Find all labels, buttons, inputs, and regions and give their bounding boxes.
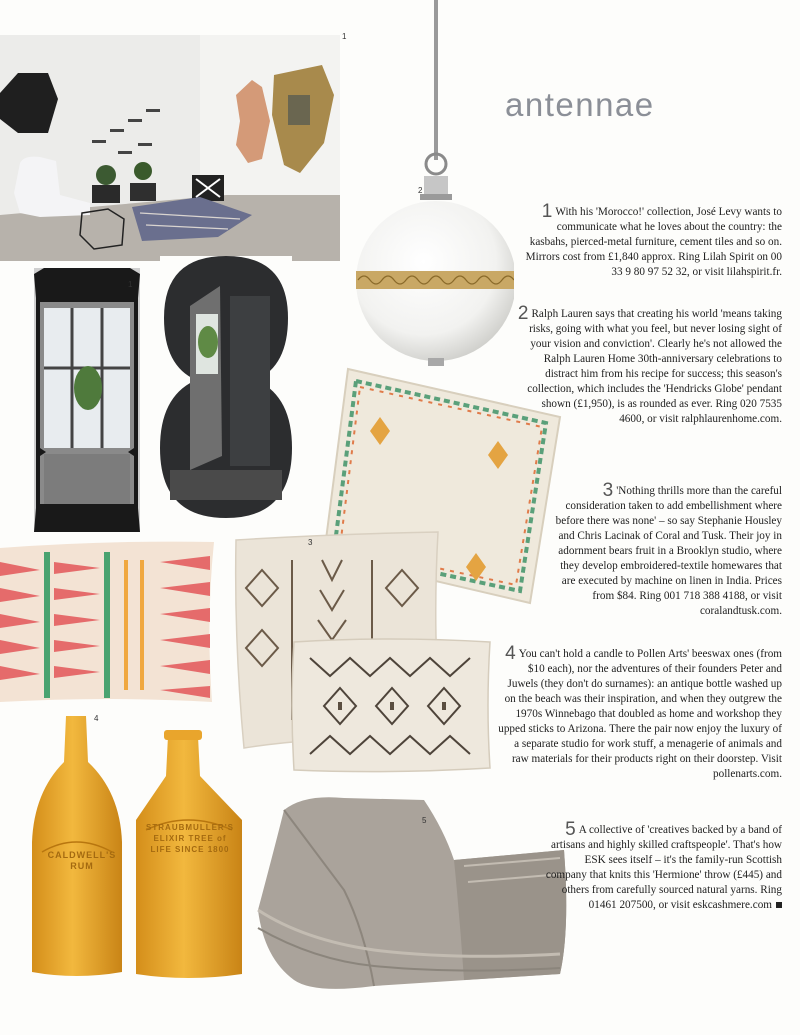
room-with-mirrors-image — [0, 35, 340, 261]
paragraph-3 — [544, 480, 782, 619]
paragraph-text: With his 'Morocco!' collection, José Levy wants to communicate what he loves about the country: the kasbahs, pierced-metal furniture, cement tiles and so on. Mirrors cost from £1,840 approx. Ring Lilah Spirit on 00 33 9 80 97 52 32, or visit lilahspirit.fr. — [525, 206, 782, 278]
paragraph-number: 2 — [517, 303, 529, 324]
right-bottle-label: STRAUBMULLER'S ELIXIR TREE of LIFE SINCE 1800 — [146, 823, 234, 854]
left-bottle-label: CALDWELL'S RUM — [47, 850, 117, 871]
paragraph-1 — [522, 201, 782, 280]
paragraph-text: You can't hold a candle to Pollen Arts' beeswax ones (from $10 each), nor the adventures of their founders Peter and Juwels (they don't do surnames): an antique bottle washed up on the beach was their inspiration, and when they outgrew the 1970s Winnebago that doubled as home and workshop they upped sticks to Arizona. There the pair now enjoy the luxury of a separate studio for work stuff, a menagerie of animals and raw materials for their products right on their doorstep. Visit pollenarts.com. — [498, 648, 782, 780]
lumbar-pillow-image — [290, 636, 494, 776]
pink-triangle-pillow-image — [0, 540, 218, 706]
section-title: antennae — [505, 86, 655, 123]
globe-pendant-image — [354, 0, 514, 372]
image-number: 2 — [418, 186, 423, 195]
paragraph-number: 1 — [541, 201, 553, 222]
paragraph-text: Ralph Lauren says that creating his world 'means taking risks, going with what you feel, but never losing sight of your vision and conviction'. Clearly he's not allowed the Ralph Lauren Home 30th-anniversary celebrations to distract him from his recipe for success; this season's collection, which includes the 'Hendricks Globe' pendant shown (£1,950), is as rounded as ever. Ring 020 7535 4600, or visit ralphlaurenhome.com. — [527, 308, 782, 425]
paragraph-text: A collective of 'creatives backed by a band of artisans and highly skilled craftspeople'. That's how ESK sees itself – it's the family-run Scottish company that knits this 'Hermione' throw (£445) and others from carefully sourced natural yarns. Ring 01461 207500, or visit eskcashmere.com — [545, 824, 782, 911]
folded-throw-image — [254, 790, 572, 998]
end-of-article-mark — [776, 902, 782, 908]
image-number: 5 — [422, 816, 427, 825]
figure-eight-mirror-image — [160, 256, 292, 518]
tall-mirror-image — [34, 268, 140, 532]
paragraph-5 — [544, 819, 782, 913]
paragraph-2 — [514, 303, 782, 427]
image-number: 3 — [308, 538, 313, 547]
image-number: 1 — [128, 280, 133, 289]
image-number: 1 — [342, 32, 347, 41]
paragraph-number: 3 — [602, 480, 614, 501]
image-number: 4 — [94, 714, 99, 723]
paragraph-number: 4 — [505, 643, 516, 664]
paragraph-text: 'Nothing thrills more than the careful consideration taken to add embellishment where before there was none' – so say Stephanie Housley and Chris Lacinak of Coral and Tusk. Their joy in adornment bears fruit in a Brooklyn studio, where they develop embroidered-textile homewares that are executed by machine on linen in India. Prices from $84. Ring 001 718 388 4188, or visit coralandtusk.com. — [555, 485, 782, 617]
paragraph-number: 5 — [565, 819, 576, 840]
paragraph-4 — [496, 643, 782, 782]
